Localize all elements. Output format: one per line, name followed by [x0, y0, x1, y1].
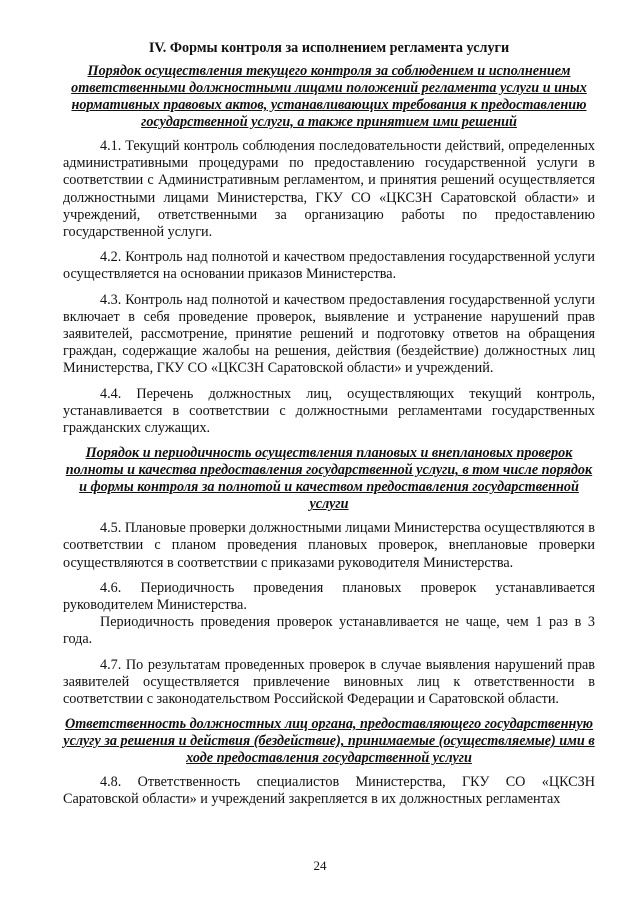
paragraph-4-7: 4.7. По результатам проведенных проверок в случае выявления нарушений прав заявителей осуществляется привлечение виновных лиц к ответственности в соответствии с законодательством Российской Федерации и Саратовской области. [63, 656, 595, 708]
paragraph-4-8: 4.8. Ответственность специалистов Министерства, ГКУ СО «ЦКСЗН Саратовской области» и учреждений закрепляется в их должностных регламентах [63, 774, 595, 808]
paragraph-4-1: 4.1. Текущий контроль соблюдения последовательности действий, определенных административными процедурами по предоставлению государственной услуги в соответствии с Административным регламентом, и принятия решений осуществляется должностными лицами Министерства, ГКУ СО «ЦКСЗН Саратовской области» и учреждений, ответственными за организацию работы по предоставлению государственной услуги. [63, 138, 595, 241]
paragraph-4-2: 4.2. Контроль над полнотой и качеством предоставления государственной услуги осуществляется на основании приказов Министерства. [63, 249, 595, 283]
subheading-inspections: Порядок и периодичность осуществления плановых и внеплановых проверок полноты и качества предоставления государственной услуги, в том числе порядок и формы контроля за полнотой и качеством предоставления государственной услуги [65, 445, 593, 513]
section-title: IV. Формы контроля за исполнением регламента услуги [148, 40, 510, 56]
paragraph-4-4: 4.4. Перечень должностных лиц, осуществляющих текущий контроль, устанавливается в соответствии с должностными регламентами государственных гражданских служащих. [63, 385, 595, 437]
paragraph-4-6-periodicity: Периодичность проведения проверок устанавливается не чаще, чем 1 раз в 3 года. [63, 614, 595, 648]
subheading-responsibility: Ответственность должностных лиц органа, предоставляющего государственную услугу за решения и действия (бездействие), принимаемые (осуществляемые) ими в ходе предоставления государственной услуги [63, 716, 595, 767]
document-page [63, 40, 595, 817]
paragraph-4-3: 4.3. Контроль над полнотой и качеством предоставления государственной услуги включает в себя проведение проверок, выявление и устранение нарушений прав заявителей, рассмотрение, принятие решений и подготовку ответов на обращения граждан, содержащие жалобы на решения, действия (бездействие) должностных лиц Министерства, ГКУ СО «ЦКСЗН Саратовской области» и учреждений. [63, 291, 595, 377]
page-number: 24 [313, 858, 327, 873]
paragraph-4-5: 4.5. Плановые проверки должностными лицами Министерства осуществляются в соответствии с планом проведения плановых проверок, внеплановые проверки осуществляются в соответствии с приказами руководителя Министерства. [63, 520, 595, 571]
paragraph-4-6: 4.6. Периодичность проведения плановых проверок устанавливается руководителем Министерства. [63, 579, 595, 614]
subheading-current-control: Порядок осуществления текущего контроля за соблюдением и исполнением ответственными должностными лицами положений регламента услуги и иных нормативных правовых актов, устанавливающих требования к предоставлению государственной услуги, а также принятием ими решений [71, 63, 587, 130]
